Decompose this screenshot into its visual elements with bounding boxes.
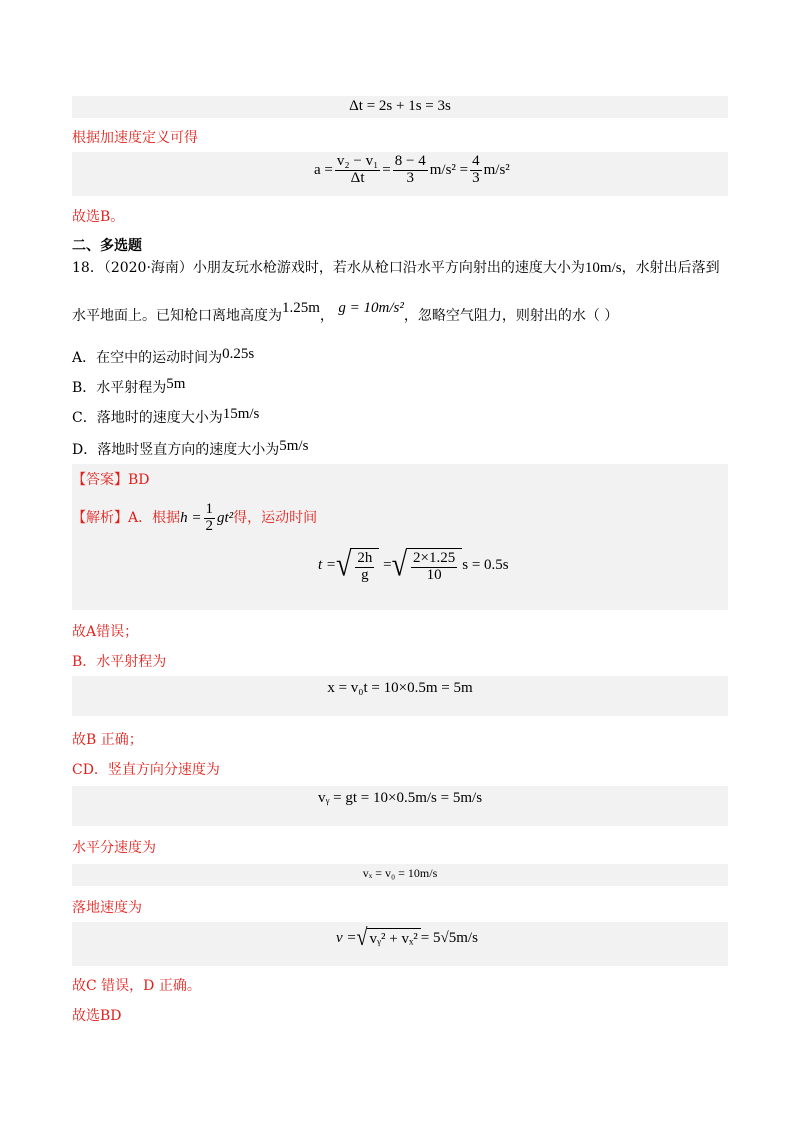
formula-delta-t: Δt = 2s + 1s = 3s <box>349 98 451 114</box>
option-d[interactable]: D．落地时竖直方向的速度大小为 5m/s <box>72 438 309 458</box>
b-intro: B．水平射程为 <box>72 654 167 670</box>
question-line-2: 水平地面上。已知枪口离地高度为 1.25m ， g = 10m/s² ，忽略空气阻力，则射出的水（ ） <box>72 300 619 324</box>
section-title: 二、多选题 <box>72 238 142 254</box>
final-answer: 故选BD <box>72 1008 122 1024</box>
option-b[interactable]: B．水平射程为 5m <box>72 376 186 396</box>
formula-range: x = v₀t = 10×0.5m = 5m <box>327 680 473 696</box>
answer-label: 【答案】BD <box>72 472 150 488</box>
a-wrong: 故A错误； <box>72 624 139 640</box>
option-c[interactable]: C．落地时的速度大小为 15m/s <box>72 406 260 426</box>
answer-box <box>72 464 728 610</box>
question-line-1: 18．（2020·海南）小朋友玩水枪游戏时，若水从枪口沿水平方向射出的速度大小为 10m/s ，水射出后落到 <box>72 260 720 276</box>
formula-vy: vᵧ = gt = 10×0.5m/s = 5m/s <box>317 790 483 806</box>
formula-vx: vₓ = v₀ = 10m/s <box>362 866 438 880</box>
choose-b: 故选B。 <box>72 209 125 225</box>
option-a[interactable]: A．在空中的运动时间为 0.25s <box>72 346 255 366</box>
formula-time: t = √ $\frac{2h}{g}$ = √ $\frac{2\times 1.25}{10}$ s = 0.5s <box>318 546 509 584</box>
formula-v: v = √ vᵧ² + vₓ² = 5√5m/s <box>336 924 478 952</box>
analysis-intro: 【解析】A．根据 h = $\frac{1}{2}$ gt² 得，运动时间 <box>72 501 318 534</box>
v-intro: 落地速度为 <box>72 900 142 916</box>
b-right: 故B 正确； <box>72 732 143 748</box>
formula-accel: a = $\frac{\text{v₂ − v₁}}{\Delta t}$ = $\frac{8 - 4}{3}$ m/s² = $\frac{4}{3}$ m/s² <box>314 153 510 186</box>
accel-intro: 根据加速度定义可得 <box>72 130 198 146</box>
cd-result: 故C 错误，D 正确。 <box>72 978 201 994</box>
vx-intro: 水平分速度为 <box>72 840 156 856</box>
cd-intro: CD．竖直方向分速度为 <box>72 762 220 778</box>
